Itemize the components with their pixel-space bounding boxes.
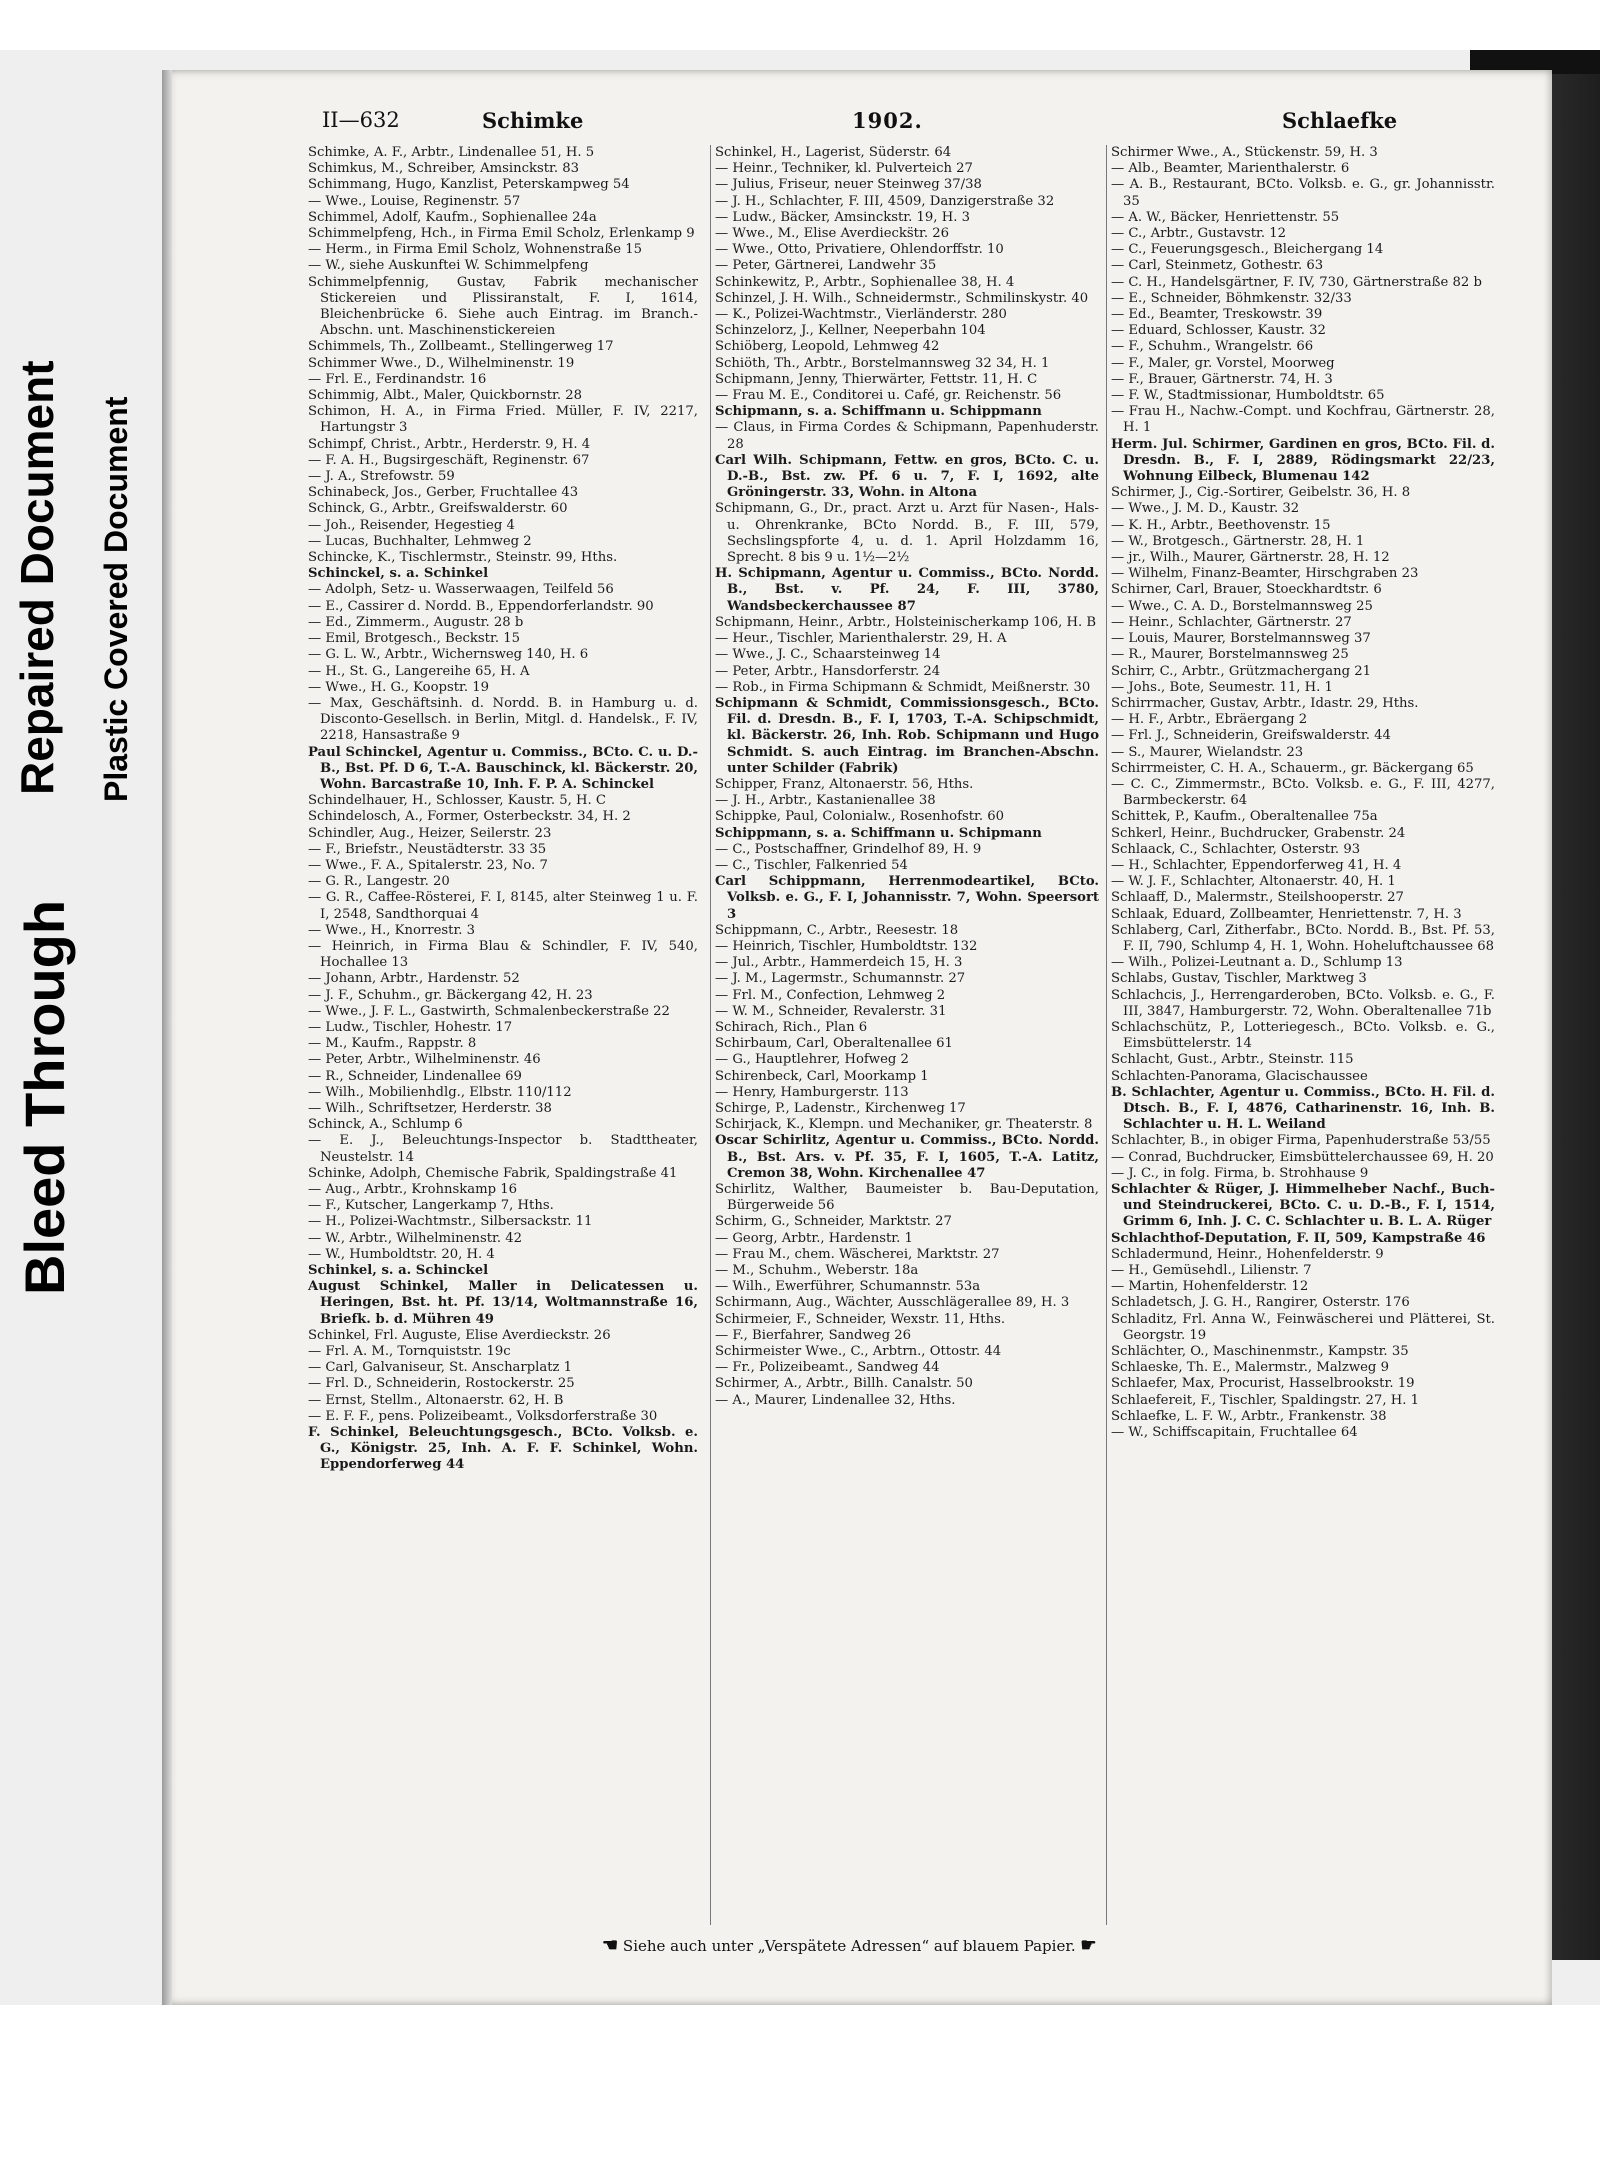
- directory-entry: — W., siehe Auskunftei W. Schimmelpfeng: [308, 258, 589, 274]
- directory-entry: — H., St. G., Langereihe 65, H. A: [308, 663, 530, 679]
- directory-entry: — Frl. E., Ferdinandstr. 16: [308, 371, 487, 387]
- directory-entry: F. Schinkel, Beleuchtungsgesch., BCto. Volksb. e. G., Königstr. 25, Inh. A. F. F. Schinkel, Wohn. Eppendorferweg 44: [308, 1425, 698, 1473]
- directory-entry: — Wilh., Polizei-Leutnant a. D., Schlump 13: [1111, 955, 1403, 971]
- directory-entry: Schimmelpfeng, Hch., in Firma Emil Scholz, Erlenkamp 9: [308, 226, 695, 242]
- directory-entry: Schippmann, s. a. Schiffmann u. Schipmann: [715, 825, 1042, 841]
- directory-entry: — Wwe., H. G., Koopstr. 19: [308, 679, 490, 695]
- header-year: 1902.: [852, 108, 923, 133]
- bleed-through-label: Bleed Through: [13, 899, 76, 1295]
- directory-entry: — F., Schuhm., Wrangelstr. 66: [1111, 339, 1314, 355]
- directory-entry: Schimmang, Hugo, Kanzlist, Peterskampweg 54: [308, 177, 630, 193]
- directory-entry: — M., Kaufm., Rappstr. 8: [308, 1036, 477, 1052]
- directory-entry: — H. F., Arbtr., Ebräergang 2: [1111, 712, 1308, 728]
- directory-entry: H. Schipmann, Agentur u. Commiss., BCto. Nordd. B., Bst. v. Pf. 24, F. III, 3780, Wandsbeckerchaussee 87: [715, 566, 1099, 614]
- directory-entry: — Alb., Beamter, Marienthalerstr. 6: [1111, 161, 1350, 177]
- directory-entry: Schinck, A., Schlump 6: [308, 1117, 463, 1133]
- directory-entry: — G. R., Caffee-Rösterei, F. I, 8145, alter Steinweg 1 u. F. I, 2548, Sandthorquai 4: [308, 890, 698, 922]
- directory-entry: Schlacht, Gust., Arbtr., Steinstr. 115: [1111, 1052, 1354, 1068]
- directory-entry: Schimmig, Albt., Maler, Quickbornstr. 28: [308, 388, 583, 404]
- directory-entry: Paul Schinckel, Agentur u. Commiss., BCto. C. u. D.-B., Bst. Pf. D 6, T.-A. Bauschinck, kl. Bäckerstr. 20, Wohn. Barcastraße 10, Inh. F. P. A. Schinckel: [308, 744, 698, 792]
- directory-entry: — C., Tischler, Falkenried 54: [715, 857, 908, 873]
- directory-entry: — A. B., Restaurant, BCto. Volksb. e. G., gr. Johannisstr. 35: [1111, 177, 1495, 209]
- directory-entry: — Adolph, Setz- u. Wasserwaagen, Teilfeld 56: [308, 582, 614, 598]
- directory-entry: — Heinrich, in Firma Blau & Schindler, F. IV, 540, Hochallee 13: [308, 938, 698, 971]
- directory-entry: — Wwe., Louise, Reginenstr. 57: [308, 193, 521, 209]
- directory-entry: Schlachter, B., in obiger Firma, Papenhuderstraße 53/55: [1111, 1133, 1491, 1149]
- column-3: [1106, 145, 1495, 1925]
- directory-entry: Schlaefke, L. F. W., Arbtr., Frankenstr. 38: [1111, 1408, 1387, 1424]
- directory-entry: — W. J. F., Schlachter, Altonaerstr. 40, H. 1: [1111, 874, 1396, 890]
- directory-entry: — Jul., Arbtr., Hammerdeich 15, H. 3: [715, 955, 963, 971]
- header-last-name: Schlaefke: [1282, 108, 1398, 133]
- directory-entry: Schlaack, C., Schlachter, Osterstr. 93: [1111, 841, 1361, 857]
- directory-entry: — E., Schneider, Böhmkenstr. 32/33: [1111, 290, 1352, 306]
- directory-entry: — Conrad, Buchdrucker, Eimsbüttelerchaussee 69, H. 20: [1111, 1149, 1494, 1165]
- directory-entry: — H., Schlachter, Eppendorferweg 41, H. 4: [1111, 857, 1402, 873]
- directory-entry: — Ed., Zimmerm., Augustr. 28 b: [308, 614, 524, 630]
- directory-entry: — F., Brauer, Gärtnerstr. 74, H. 3: [1111, 371, 1333, 387]
- directory-entry: Schirmann, Aug., Wächter, Ausschlägerallee 89, H. 3: [715, 1295, 1070, 1311]
- directory-entry: — Emil, Brotgesch., Beckstr. 15: [308, 631, 520, 647]
- directory-entry: — A. W., Bäcker, Henriettenstr. 55: [1111, 209, 1340, 225]
- directory-entry: Schinck, G., Arbtr., Greifswalderstr. 60: [308, 501, 568, 517]
- directory-entry: Schipmann & Schmidt, Commissionsgesch., BCto. Fil. d. Dresdn. B., F. I, 1703, T.-A. Schipschmidt, kl. Bäckerstr. 26, Inh. Rob. Schipmann und Hugo Schmidt. S. auch Eintrag. im Branchen-Abschn. unter Schilder (Fabrik): [715, 695, 1099, 776]
- directory-entry: — R., Maurer, Borstelmannsweg 25: [1111, 647, 1349, 663]
- directory-entry: Schirm, G., Schneider, Marktstr. 27: [715, 1214, 952, 1230]
- repaired-document-label: Repaired Document: [11, 360, 63, 795]
- directory-entry: — M., Schuhm., Weberstr. 18a: [715, 1263, 919, 1279]
- directory-entry: — Peter, Arbtr., Hansdorferstr. 24: [715, 663, 941, 679]
- directory-entry: Schinke, Adolph, Chemische Fabrik, Spaldingstraße 41: [308, 1165, 678, 1181]
- directory-entry: — Carl, Galvaniseur, St. Anscharplatz 1: [308, 1360, 573, 1376]
- directory-entry: — Max, Geschäftsinh. d. Nordd. B. in Hamburg u. d. Disconto-Gesellsch. in Berlin, Mitgl. d. Handelsk., F. IV, 2218, Hansastraße 9: [308, 695, 698, 744]
- directory-entry: — H., Polizei-Wachtmstr., Silbersackstr. 11: [308, 1214, 593, 1230]
- directory-entry: — Julius, Friseur, neuer Steinweg 37/38: [715, 177, 982, 193]
- side-labels: [0, 50, 160, 2005]
- directory-entry: B. Schlachter, Agentur u. Commiss., BCto. H. Fil. d. Dtsch. B., F. I, 4876, Catharinenstr. 16, Inh. B. Schlachter u. H. L. Weiland: [1111, 1084, 1495, 1133]
- directory-entry: Schimkus, M., Schreiber, Amsinckstr. 83: [308, 161, 580, 177]
- directory-entry: — F., Kutscher, Langerkamp 7, Hths.: [308, 1198, 554, 1214]
- directory-entry: Schlachschütz, P., Lotteriegesch., BCto. Volksb. e. G., Eimsbüttelerstr. 14: [1111, 1019, 1495, 1052]
- directory-entry: — Joh., Reisender, Hegestieg 4: [308, 517, 515, 533]
- directory-entry: Schimmer Wwe., D., Wilhelminenstr. 19: [308, 355, 575, 371]
- directory-entry: — Heinr., Schlachter, Gärtnerstr. 27: [1111, 614, 1352, 630]
- directory-entry: — Frau M., chem. Wäscherei, Marktstr. 27: [715, 1246, 1000, 1262]
- directory-entry: — Ed., Beamter, Treskowstr. 39: [1111, 307, 1323, 323]
- directory-entry: — jr., Wilh., Maurer, Gärtnerstr. 28, H. 12: [1111, 550, 1390, 566]
- directory-entry: — Rob., in Firma Schipmann & Schmidt, Meißnerstr. 30: [715, 679, 1091, 695]
- directory-entry: — Wwe., Otto, Privatiere, Ohlendorffstr. 10: [715, 242, 1004, 258]
- directory-entry: August Schinkel, Maller in Delicatessen u. Heringen, Bst. ht. Pf. 13/14, Woltmannstraße 16, Briefk. b. d. Mühren 49: [308, 1279, 698, 1327]
- directory-entry: — Fr., Polizeibeamt., Sandweg 44: [715, 1360, 940, 1376]
- directory-entry: Schindelosch, A., Former, Osterbeckstr. 34, H. 2: [308, 809, 631, 825]
- directory-entry: — R., Schneider, Lindenallee 69: [308, 1068, 522, 1084]
- directory-entry: Schlaefer, Max, Procurist, Hasselbrookstr. 19: [1111, 1376, 1415, 1392]
- directory-entry: — C., Postschaffner, Grindelhof 89, H. 9: [715, 841, 982, 857]
- directory-entry: Schindler, Aug., Heizer, Seilerstr. 23: [308, 825, 552, 841]
- directory-entry: — K. H., Arbtr., Beethovenstr. 15: [1111, 517, 1331, 533]
- directory-entry: Schittek, P., Kaufm., Oberaltenallee 75a: [1111, 809, 1378, 825]
- directory-entry: — G. R., Langestr. 20: [308, 874, 450, 890]
- directory-entry: — Frl. M., Confection, Lehmweg 2: [715, 987, 946, 1003]
- directory-entry: Schiöberg, Leopold, Lehmweg 42: [715, 339, 940, 355]
- directory-entry: Schirenbeck, Carl, Moorkamp 1: [715, 1068, 929, 1084]
- directory-entry: Schlabs, Gustav, Tischler, Marktweg 3: [1111, 971, 1367, 987]
- directory-entry: Schinkel, H., Lagerist, Süderstr. 64: [715, 145, 952, 160]
- directory-entry: — Wilh., Schriftsetzer, Herderstr. 38: [308, 1100, 552, 1116]
- directory-entry: — Lucas, Buchhalter, Lehmweg 2: [308, 533, 532, 549]
- directory-entry: — W., Brotgesch., Gärtnerstr. 28, H. 1: [1111, 533, 1365, 549]
- directory-entry: — W., Arbtr., Wilhelminenstr. 42: [308, 1230, 523, 1246]
- directory-entry: — Peter, Gärtnerei, Landwehr 35: [715, 258, 937, 274]
- directory-entry: Schinkewitz, P., Arbtr., Sophienallee 38, H. 4: [715, 274, 1015, 290]
- directory-entry: — C. H., Handelsgärtner, F. IV, 730, Gärtnerstraße 82 b: [1111, 274, 1482, 290]
- directory-entry: Schlachcis, J., Herrengarderoben, BCto. Volksb. e. G., F. III, 3847, Hamburgerstr. 72, Wohn. Oberaltenallee 71b: [1111, 987, 1495, 1019]
- directory-entry: — Ludw., Bäcker, Amsinckstr. 19, H. 3: [715, 209, 970, 225]
- directory-entry: Schirge, P., Ladenstr., Kirchenweg 17: [715, 1100, 966, 1116]
- directory-entry: Schindelhauer, H., Schlosser, Kaustr. 5, H. C: [308, 793, 606, 809]
- directory-entry: — S., Maurer, Wielandstr. 23: [1111, 744, 1304, 760]
- directory-entry: — Frl. A. M., Tornquiststr. 19c: [308, 1344, 511, 1360]
- header-first-name: Schimke: [482, 108, 584, 133]
- directory-entry: Schirr, C., Arbtr., Grützmachergang 21: [1111, 663, 1372, 679]
- directory-entry: Schimon, H. A., in Firma Fried. Müller, F. IV, 2217, Hartungstr 3: [308, 404, 698, 436]
- directory-entry: Schinabeck, Jos., Gerber, Fruchtallee 43: [308, 485, 579, 501]
- directory-entry: Schinzel, J. H. Wilh., Schneidermstr., Schmilinskystr. 40: [715, 290, 1089, 306]
- directory-entry: — Henry, Hamburgerstr. 113: [715, 1084, 909, 1100]
- footnote-text: Siehe auch unter „Verspätete Adressen“ auf blauem Papier.: [622, 1937, 1076, 1955]
- directory-entry: — Wilh., Ewerführer, Schumannstr. 53a: [715, 1279, 981, 1295]
- directory-entry: — Frl. D., Schneiderin, Rostockerstr. 25: [308, 1376, 575, 1392]
- directory-entry: Schipper, Franz, Altonaerstr. 56, Hths.: [715, 776, 974, 792]
- directory-entry: Carl Wilh. Schipmann, Fettw. en gros, BCto. C. u. D.-B., Bst. zw. Pf. 6 u. 7, F. I, 1692, alte Gröningerstr. 33, Wohn. in Altona: [715, 452, 1099, 501]
- page-header: [322, 108, 1512, 142]
- directory-entry: Schinkel, Frl. Auguste, Elise Averdieckstr. 26: [308, 1327, 611, 1343]
- directory-entry: — E. J., Beleuchtungs-Inspector b. Stadttheater, Neustelstr. 14: [308, 1133, 698, 1165]
- directory-entry: — C., Feuerungsgesch., Bleichergang 14: [1111, 242, 1384, 258]
- directory-entry: — Heinr., Techniker, kl. Pulverteich 27: [715, 161, 973, 177]
- directory-entry: Schirrmacher, Gustav, Arbtr., Idastr. 29, Hths.: [1111, 695, 1419, 711]
- directory-entry: Schirrmeister, C. H. A., Schauerm., gr. Bäckergang 65: [1111, 760, 1474, 776]
- directory-entry: — G., Hauptlehrer, Hofweg 2: [715, 1052, 909, 1068]
- directory-entry: — Frl. J., Schneiderin, Greifswalderstr. 44: [1111, 728, 1391, 744]
- directory-entry: Schladitz, Frl. Anna W., Feinwäscherei und Plätterei, St. Georgstr. 19: [1111, 1311, 1495, 1343]
- directory-entry: Schlaeske, Th. E., Malermstr., Malzweg 9: [1111, 1360, 1389, 1376]
- directory-entry: — J. C., in folg. Firma, b. Strohhause 9: [1111, 1165, 1369, 1181]
- directory-entry: — K., Polizei-Wachtmstr., Vierländerstr. 280: [715, 307, 1007, 323]
- directory-entry: Schimke, A. F., Arbtr., Lindenallee 51, H. 5: [308, 145, 595, 160]
- directory-entry: Schirlitz, Walther, Baumeister b. Bau-Deputation, Bürgerweide 56: [715, 1182, 1099, 1214]
- directory-entry: — W. M., Schneider, Revalerstr. 31: [715, 1003, 947, 1019]
- directory-entry: Schimmel, Adolf, Kaufm., Sophienallee 24a: [308, 209, 597, 225]
- directory-entry: Schlachthof-Deputation, F. II, 509, Kampstraße 46: [1111, 1230, 1486, 1246]
- directory-entry: Schirmer Wwe., A., Stückenstr. 59, H. 3: [1111, 145, 1378, 160]
- directory-entry: — Aug., Arbtr., Krohnskamp 16: [308, 1182, 518, 1197]
- page-number: II—632: [322, 108, 400, 132]
- directory-entry: — Peter, Arbtr., Wilhelminenstr. 46: [308, 1052, 541, 1068]
- directory-entry: Schlaberg, Carl, Zitherfabr., BCto. Nordd. B., Bst. Pf. 53, F. II, 790, Schlump 4, H. 1, Wohn. Hoheluftchaussee 68: [1111, 922, 1495, 954]
- directory-entry: Schladetsch, J. G. H., Rangirer, Osterstr. 176: [1111, 1295, 1410, 1311]
- directory-entry: — J. H., Schlachter, F. III, 4509, Danzigerstraße 32: [715, 193, 1055, 209]
- directory-entry: — Carl, Steinmetz, Gothestr. 63: [1111, 258, 1324, 274]
- directory-entry: Schirjack, K., Klempn. und Mechaniker, gr. Theaterstr. 8: [715, 1117, 1093, 1133]
- directory-entry: — Johann, Arbtr., Hardenstr. 52: [308, 971, 520, 987]
- directory-page: [162, 70, 1552, 2005]
- directory-entry: — Eduard, Schlosser, Kaustr. 32: [1111, 323, 1326, 339]
- directory-entry: Schlachten-Panorama, Glacischaussee: [1111, 1068, 1368, 1084]
- directory-entry: Schlaaff, D., Malermstr., Steilshooperstr. 27: [1111, 890, 1404, 906]
- directory-entry: — Wwe., C. A. D., Borstelmannsweg 25: [1111, 598, 1373, 614]
- directory-entry: — Martin, Hohenfelderstr. 12: [1111, 1279, 1309, 1295]
- directory-entry: — J. M., Lagermstr., Schumannstr. 27: [715, 971, 966, 987]
- directory-entry: Schipmann, G., Dr., pract. Arzt u. Arzt für Nasen-, Hals- u. Ohrenkranke, BCto Nordd. B., F. III, 579, Sechslingspforte 4, u. d. 1. April Holzdamm 16, Sprecht. 8 bis 9 u. 1½—2½: [715, 501, 1099, 566]
- directory-entry: — Wwe., J. C., Schaarsteinweg 14: [715, 647, 941, 663]
- directory-entry: — F. A. H., Bugsirgeschäft, Reginenstr. 67: [308, 452, 590, 468]
- plastic-covered-label: Plastic Covered Document: [98, 396, 134, 802]
- directory-entry: — H., Gemüsehdl., Lilienstr. 7: [1111, 1263, 1312, 1279]
- directory-entry: — E. F. F., pens. Polizeibeamt., Volksdorferstraße 30: [308, 1408, 658, 1424]
- directory-entry: — Frau M. E., Conditorei u. Café, gr. Reichenstr. 56: [715, 388, 1062, 404]
- pointing-hand-right-icon: ☛: [1080, 1935, 1097, 1956]
- directory-entry: Schippke, Paul, Colonialw., Rosenhofstr. 60: [715, 809, 1005, 825]
- directory-entry: — Herm., in Firma Emil Scholz, Wohnenstraße 15: [308, 242, 643, 258]
- directory-entry: — Georg, Arbtr., Hardenstr. 1: [715, 1230, 913, 1246]
- page-binding-edge: [162, 70, 172, 2005]
- directory-entry: — F., Bierfahrer, Sandweg 26: [715, 1327, 911, 1343]
- directory-entry: — Wilh., Mobilienhdlg., Elbstr. 110/112: [308, 1084, 572, 1100]
- footnote: [602, 1935, 1302, 1956]
- column-2: [710, 145, 1099, 1925]
- directory-entry: — Ernst, Stellm., Altonaerstr. 62, H. B: [308, 1392, 564, 1408]
- directory-entry: Schlachter & Rüger, J. Himmelheber Nachf., Buch- und Steindruckerei, BCto. C. u. D.-B., F. I, 1514, Grimm 6, Inh. J. C. C. Schlachter u. B. L. A. Rüger: [1111, 1182, 1495, 1230]
- directory-entry: Schirbaum, Carl, Oberaltenallee 61: [715, 1036, 953, 1052]
- directory-entry: Schipmann, Heinr., Arbtr., Holsteinischerkamp 106, H. B: [715, 614, 1097, 630]
- directory-entry: — G. L. W., Arbtr., Wichernsweg 140, H. 6: [308, 647, 589, 663]
- directory-entry: Schinkel, s. a. Schinckel: [308, 1263, 489, 1279]
- directory-entry: — Johs., Bote, Seumestr. 11, H. 1: [1111, 679, 1333, 695]
- directory-entry: — F., Maler, gr. Vorstel, Moorweg: [1111, 355, 1335, 371]
- directory-entry: — A., Maurer, Lindenallee 32, Hths.: [715, 1392, 956, 1408]
- directory-entry: Schipmann, Jenny, Thierwärter, Fettstr. 11, H. C: [715, 371, 1038, 387]
- directory-entry: — J. H., Arbtr., Kastanienallee 38: [715, 793, 936, 809]
- directory-entry: — F., Briefstr., Neustädterstr. 33 35: [308, 841, 547, 857]
- directory-entry: — F. W., Stadtmissionar, Humboldtstr. 65: [1111, 388, 1385, 404]
- column-1: [308, 145, 698, 1925]
- directory-entry: Schiöth, Th., Arbtr., Borstelmannsweg 32 34, H. 1: [715, 355, 1050, 371]
- directory-entry: Schirmeister Wwe., C., Arbtrn., Ottostr. 44: [715, 1344, 1002, 1360]
- directory-entry: Schimmelpfennig, Gustav, Fabrik mechanischer Stickereien und Plissiranstalt, F. I, 1614, Bleichenbrücke 6. Siehe auch Eintrag. im Branch.-Abschn. unt. Maschinenstickereien: [308, 274, 698, 339]
- directory-entry: Schlaefereit, F., Tischler, Spaldingstr. 27, H. 1: [1111, 1392, 1419, 1408]
- directory-entry: Schincke, K., Tischlermstr., Steinstr. 99, Hths.: [308, 550, 618, 566]
- directory-entry: Schirmer, J., Cig.-Sortirer, Geibelstr. 36, H. 8: [1111, 485, 1411, 501]
- directory-entry: — E., Cassirer d. Nordd. B., Eppendorferlandstr. 90: [308, 598, 654, 614]
- directory-entry: — C. C., Zimmermstr., BCto. Volksb. e. G., F. III, 4277, Barmbeckerstr. 64: [1111, 776, 1495, 809]
- directory-entry: — Heur., Tischler, Marienthalerstr. 29, H. A: [715, 631, 1007, 647]
- directory-entry: — Wwe., H., Knorrestr. 3: [308, 922, 476, 938]
- directory-entry: Schirmeier, F., Schneider, Wexstr. 11, Hths.: [715, 1311, 1006, 1327]
- directory-entry: — Frau H., Nachw.-Compt. und Kochfrau, Gärtnerstr. 28, H. 1: [1111, 404, 1495, 436]
- directory-entry: — Ludw., Tischler, Hohestr. 17: [308, 1019, 513, 1035]
- directory-entry: — W., Schiffscapitain, Fruchtallee 64: [1111, 1425, 1358, 1441]
- directory-entry: Schirach, Rich., Plan 6: [715, 1019, 868, 1035]
- directory-entry: — Claus, in Firma Cordes & Schipmann, Papenhuderstr. 28: [715, 420, 1099, 452]
- directory-entry: Schlaak, Eduard, Zollbeamter, Henriettenstr. 7, H. 3: [1111, 906, 1462, 922]
- directory-entry: Schipmann, s. a. Schiffmann u. Schippmann: [715, 404, 1042, 420]
- directory-entry: — Wwe., J. M. D., Kaustr. 32: [1111, 501, 1300, 517]
- directory-entry: — Wwe., F. A., Spitalerstr. 23, No. 7: [308, 857, 548, 873]
- directory-entry: — Wwe., J. F. L., Gastwirth, Schmalenbeckerstraße 22: [308, 1003, 670, 1019]
- directory-entry: Herm. Jul. Schirmer, Gardinen en gros, BCto. Fil. d. Dresdn. B., F. I, 2889, Rödingsmarkt 22/23, Wohnung Eilbeck, Blumenau 142: [1111, 436, 1495, 485]
- directory-entry: — W., Humboldtstr. 20, H. 4: [308, 1246, 495, 1262]
- directory-columns: [308, 145, 1528, 1925]
- pointing-hand-left-icon: ☚: [602, 1935, 619, 1956]
- directory-entry: — J. F., Schuhm., gr. Bäckergang 42, H. 23: [308, 987, 593, 1003]
- directory-entry: Schinzelorz, J., Kellner, Neeperbahn 104: [715, 323, 986, 339]
- directory-entry: — Heinrich, Tischler, Humboldtstr. 132: [715, 938, 978, 954]
- directory-entry: Schirner, Carl, Brauer, Stoeckhardtstr. 6: [1111, 582, 1382, 598]
- directory-entry: — J. A., Strefowstr. 59: [308, 469, 455, 485]
- directory-entry: Schinckel, s. a. Schinkel: [308, 566, 489, 582]
- directory-entry: Carl Schippmann, Herrenmodeartikel, BCto. Volksb. e. G., F. I, Johannisstr. 7, Wohn. Speersort 3: [715, 874, 1099, 922]
- directory-entry: Oscar Schirlitz, Agentur u. Commiss., BCto. Nordd. B., Bst. Ars. v. Pf. 35, F. I, 1605, T.-A. Latitz, Cremon 38, Wohn. Kirchenallee 47: [715, 1133, 1099, 1181]
- directory-entry: Schkerl, Heinr., Buchdrucker, Grabenstr. 24: [1111, 825, 1406, 841]
- directory-entry: Schlächter, O., Maschinenmstr., Kampstr. 35: [1111, 1344, 1409, 1360]
- directory-entry: — Wilhelm, Finanz-Beamter, Hirschgraben 23: [1111, 566, 1419, 582]
- directory-entry: Schippmann, C., Arbtr., Reesestr. 18: [715, 922, 959, 938]
- directory-entry: Schimpf, Christ., Arbtr., Herderstr. 9, H. 4: [308, 436, 591, 452]
- directory-entry: Schladermund, Heinr., Hohenfelderstr. 9: [1111, 1246, 1384, 1262]
- directory-entry: — Louis, Maurer, Borstelmannsweg 37: [1111, 631, 1371, 647]
- directory-entry: Schirmer, A., Arbtr., Billh. Canalstr. 50: [715, 1376, 973, 1392]
- directory-entry: — Wwe., M., Elise Averdiecks̈tr. 26: [715, 226, 949, 242]
- directory-entry: Schimmels, Th., Zollbeamt., Stellingerweg 17: [308, 339, 614, 355]
- directory-entry: — C., Arbtr., Gustavstr. 12: [1111, 226, 1287, 242]
